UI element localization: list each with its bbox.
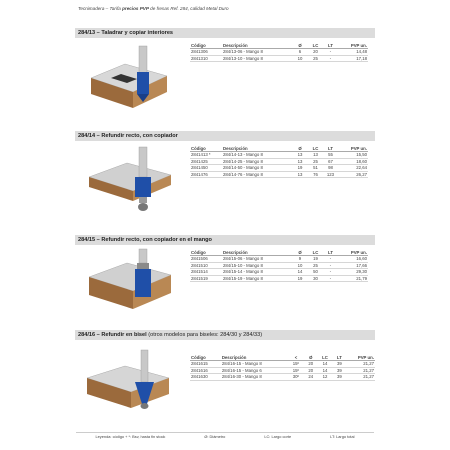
section-title: 284/13 – Taladrar y copiar interiores	[75, 28, 375, 38]
product-table	[190, 249, 368, 282]
table-row: 2841306 284/13-06 - Mango 8 6 20 - 14,48	[191, 49, 367, 55]
table-row: 2841519 284/15-19 - Mango 8 19 30 - 21,79	[191, 276, 367, 282]
legend-stock: Leyenda: código + *: Bsv, hasta fin stock	[95, 434, 166, 439]
product-table	[190, 42, 368, 62]
bevel-bit-illustration	[81, 344, 179, 424]
product-table	[190, 354, 375, 381]
table-row: 2841514 284/15-14 - Mango 8 14 50 - 29,30	[191, 269, 367, 275]
table-row: 2841310 284/13-10 - Mango 8 10 25 - 17,18	[191, 55, 367, 61]
table-row: 2841630 284/16-30 - Mango 8 30º 24 12 39 21,27	[191, 374, 374, 380]
table-row: 2841616 284/16-15 - Mango 6 15º 20 14 39 21,27	[191, 367, 374, 373]
table-row: 2841510 284/15-10 - Mango 8 10 25 - 17,66	[191, 262, 367, 268]
section-title: 284/15 – Refundir recto, con copiador en el mango	[75, 235, 375, 245]
table-row: 2841413 * 284/14-13 - Mango 8 13 13 55 15,50	[191, 152, 367, 158]
legend-diameter: Ø: Diámetro	[204, 434, 226, 439]
table-row: 2841425 284/14-25 - Mango 8 13 25 67 18,60	[191, 158, 367, 164]
section-284-14	[75, 131, 375, 178]
table-header: Código Descripción Ø LC LT PVP un.	[191, 249, 367, 255]
section-284-16	[75, 330, 375, 380]
table-header: Código Descripción Ø LC LT PVP un.	[191, 145, 367, 151]
section-title: 284/16 – Refundir en bisel (otros modelos para biseles: 284/30 y 284/33)	[75, 330, 375, 340]
section-title: 284/14 – Refundir recto, con copiador	[75, 131, 375, 141]
page-header: Tecnimadera – Tarifa precios PVP de fresas Ref. 284, calidad Metal Duro	[78, 6, 229, 11]
table-header: Código Descripción Ø LC LT PVP un.	[191, 42, 367, 48]
table-row: 2841506 284/15-06 - Mango 8 9 19 - 16,60	[191, 256, 367, 262]
product-table	[190, 145, 368, 178]
table-row: 2841450 284/14-50 - Mango 8 19 51 98 22,64	[191, 165, 367, 171]
section-284-13	[75, 28, 375, 61]
router-bit-illustration	[81, 143, 179, 223]
table-header: Código Descripción < Ø LC LT PVP un.	[191, 354, 374, 360]
legend-cut-length: LC: Largo corte	[264, 434, 292, 439]
router-bit-shank-bearing-illustration	[81, 247, 179, 319]
legend-total-length: LT: Largo total	[330, 434, 355, 439]
section-284-15	[75, 235, 375, 282]
table-row: 2841476 284/14-76 - Mango 8 13 76 123 26,27	[191, 172, 367, 178]
table-row: 2841615 284/16-15 - Mango 8 15º 20 14 39 21,27	[191, 361, 374, 367]
legend	[76, 432, 374, 441]
drilling-bit-illustration	[81, 42, 179, 112]
